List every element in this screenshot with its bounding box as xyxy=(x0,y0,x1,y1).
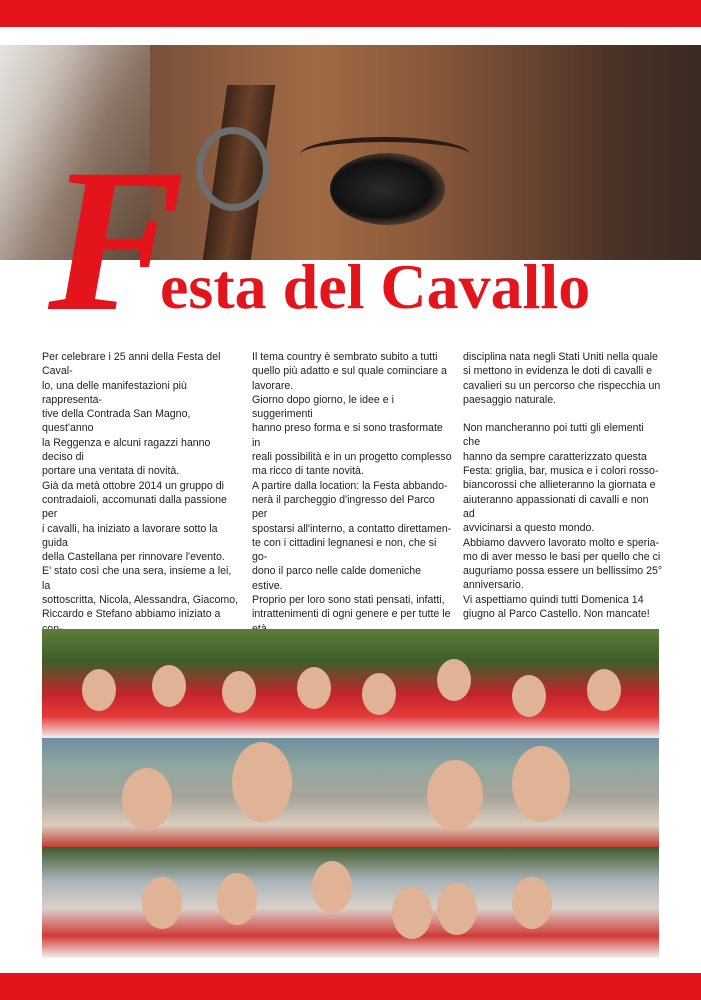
paragraph: disciplina nata negli Stati Uniti nella quale si mettono in evidenza le doti di cavalli e cavalieri su un percorso che rispecchia un paesaggio naturale. xyxy=(463,351,661,406)
paragraph: Il tema country è sembrato subito a tutti quello più adatto e sul quale cominciare a lavorare. Giorno dopo giorno, le idee e i suggerimenti hanno preso forma e si sono trasformate in reali possibilità e in un progetto complesso ma ricco di tante novità. A partire dalla location: la Festa abbando- nerà il parcheggio d'ingresso del Parco per spostarsi all'interno, a contatto direttamen- te con i cittadini legnanesi e non, che si go- dono il parco nelle calde domeniche estive. Proprio per loro sono stati pensati, infatti, intrattenimenti di ogni genere e per tutte le xyxy=(252,351,452,621)
article-column-3 xyxy=(463,350,663,652)
horse-eye xyxy=(330,153,445,225)
bottom-red-band xyxy=(0,973,701,1000)
paragraph: Per celebrare i 25 anni della Festa del Caval- lo, una delle manifestazioni più rappresenta- tive della Contrada San Magno, quest'anno la Reggenza e alcuni ragazzi hanno deciso di portare una ventata di novità. Già da metà ottobre 2014 un gruppo di contradaioli, accomunati dalla passione per i cavalli, ha iniziato a lavorare sotto la guida della Castellana per rinnovare l'evento. E' stato così che una sera, insieme a lei, la sottoscritta, Nicola, Alessandra, Giacomo, Riccardo e Stefano abbiamo iniziato a xyxy=(42,351,239,621)
group-photo-2 xyxy=(42,738,659,847)
title-initial: F xyxy=(48,127,185,354)
paragraph: Non mancheranno poi tutti gli elementi che hanno da sempre caratterizzato questa Festa: griglia, bar, musica e i colori rosso- biancorossi che allieteranno la giornata e aiuteranno appassionati di cavalli e non ad avvicinarsi a questo mondo. Abbiamo davvero lavorato molto e speria- mo di aver messo le basi per quello che ci auguriamo possa essere un bellissimo 25° anniversario. Vi aspettiamo quindi tutti Domenica 14 giugno al Parco Castello. Non mancate! xyxy=(463,422,663,621)
group-photo-1 xyxy=(42,629,659,738)
group-photo-3 xyxy=(42,847,659,958)
bridle-ring xyxy=(196,127,270,211)
top-red-band xyxy=(0,0,701,27)
page-title: esta del Cavallo xyxy=(160,251,591,322)
